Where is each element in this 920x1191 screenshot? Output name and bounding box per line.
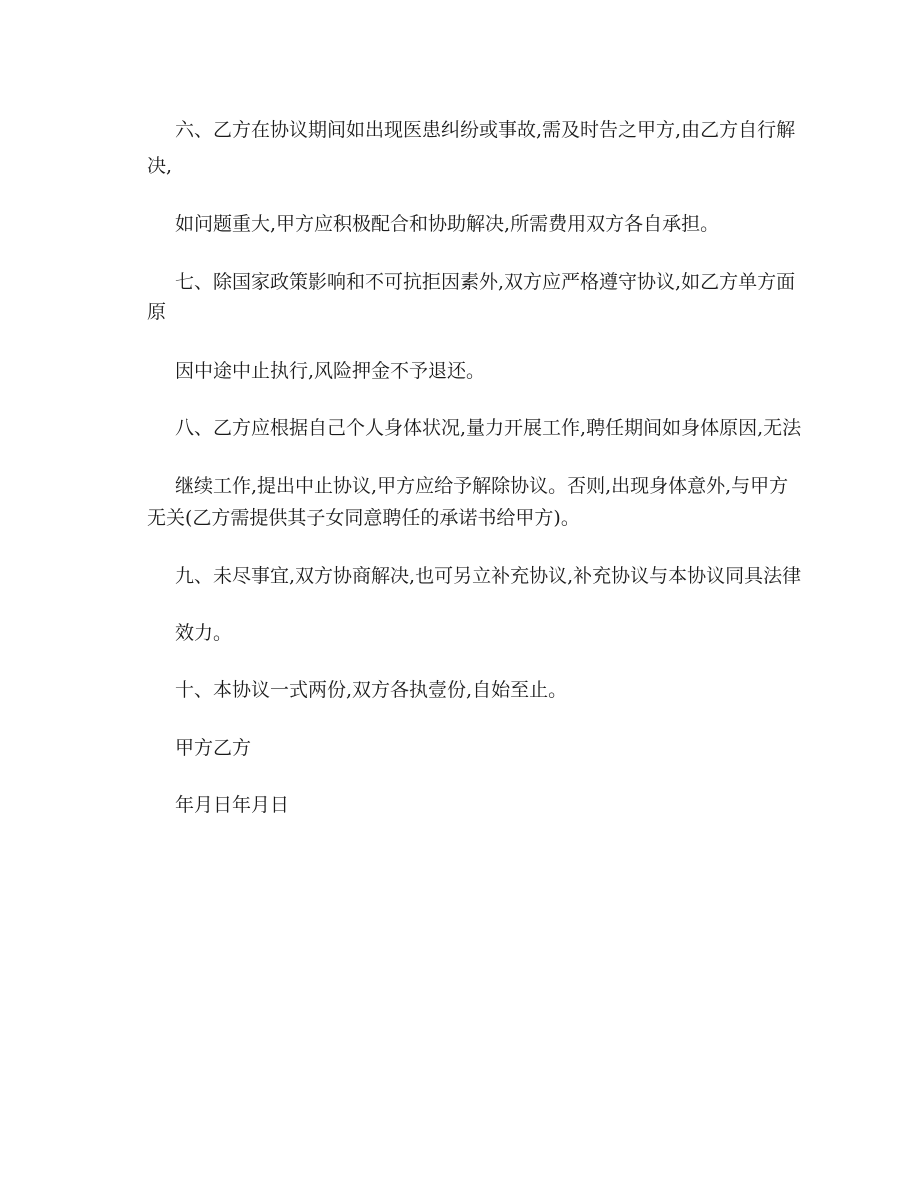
clause-6-line-3: 如问题重大,甲方应积极配合和协助解决,所需费用双方各自承担。 (175, 213, 720, 235)
clause-9-line-2: 效力。 (175, 622, 233, 644)
clause-9-line-1: 九、未尽事宜,双方协商解决,也可另立补充协议,补充协议与本协议同具法律 (175, 565, 802, 587)
clause-8-line-1: 八、乙方应根据自己个人身体状况,量力开展工作,聘任期间如身体原因,无法 (175, 417, 802, 439)
clause-10-line-1: 十、本协议一式两份,双方各执壹份,自始至止。 (175, 679, 568, 701)
signature-parties: 甲方乙方 (175, 737, 252, 759)
clause-6-line-2: 决, (147, 155, 173, 177)
clause-7-line-3: 因中途中止执行,风险押金不予退还。 (175, 360, 486, 382)
signature-dates: 年月日年月日 (175, 794, 290, 816)
clause-8-line-2: 继续工作,提出中止协议,甲方应给予解除协议。否则,出现身体意外,与甲方 (175, 475, 789, 497)
clause-7-line-1: 七、除国家政策影响和不可抗拒因素外,双方应严格遵守协议,如乙方单方面 (175, 271, 796, 293)
clause-8-line-3: 无关(乙方需提供其子女同意聘任的承诺书给甲方)。 (147, 507, 580, 529)
clause-7-line-2: 原 (147, 301, 167, 323)
clause-6-line-1: 六、乙方在协议期间如出现医患纠纷或事故,需及时告之甲方,由乙方自行解 (175, 119, 796, 141)
